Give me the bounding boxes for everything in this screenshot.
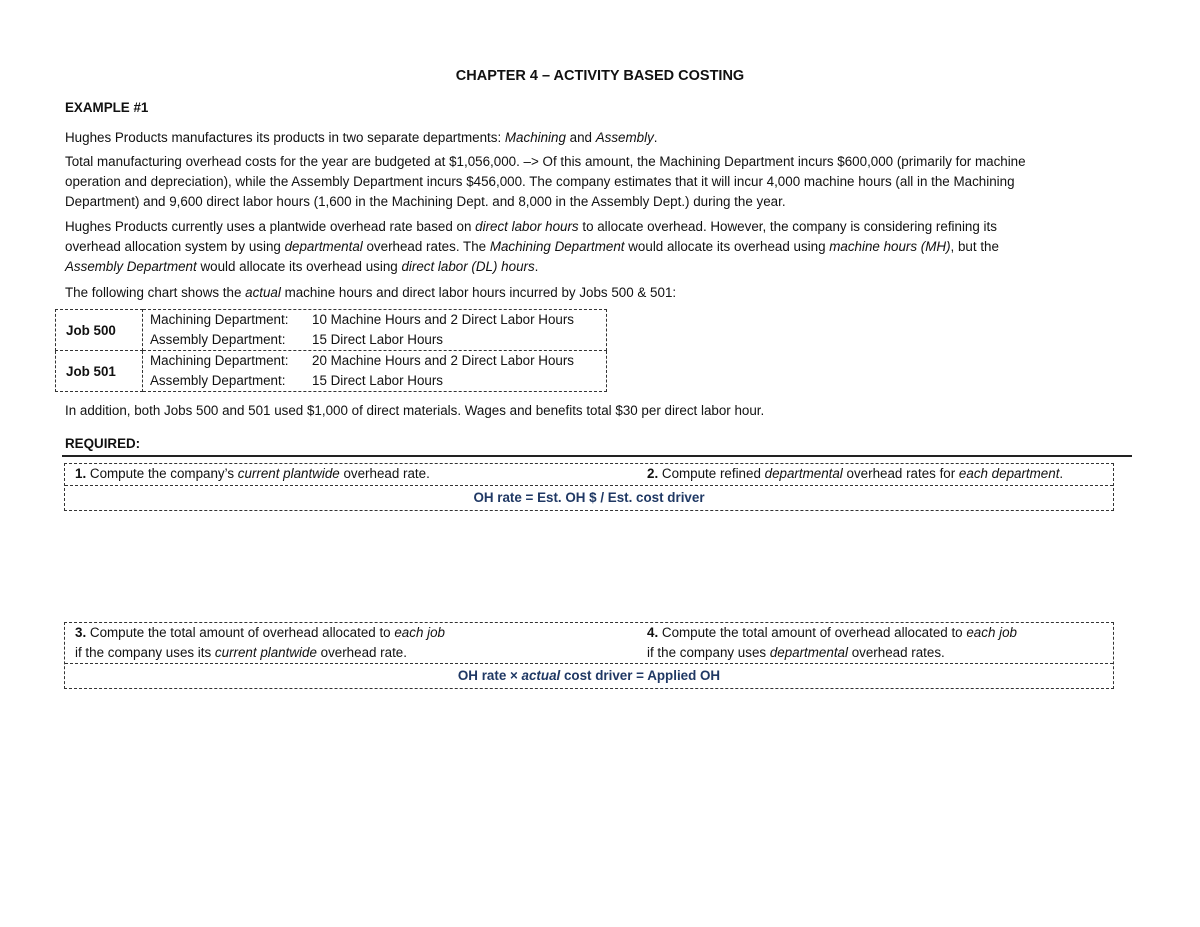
required-label: REQUIRED: bbox=[65, 436, 141, 451]
question-number: 2. bbox=[647, 466, 659, 481]
overhead-paragraph-line-2: operation and depreciation), while the Assembly Department incurs $456,000. The company estimates that it will incur 4,000 machine hours (all in the Machining bbox=[65, 174, 1015, 189]
text: if the company uses its bbox=[75, 645, 215, 660]
allocation-paragraph-line-2 bbox=[65, 237, 999, 257]
text-italic: each job bbox=[966, 625, 1017, 640]
question-4 bbox=[647, 623, 1017, 663]
text: Compute the total amount of overhead allocated to bbox=[86, 625, 395, 640]
text-italic: Machining Department bbox=[489, 239, 625, 254]
dept-name: Assembly Department: bbox=[150, 373, 286, 388]
text: OH rate × bbox=[457, 668, 522, 683]
text: . bbox=[653, 130, 658, 145]
question-number: 3. bbox=[75, 625, 87, 640]
question-number: 1. bbox=[75, 466, 87, 481]
dept-name: Assembly Department: bbox=[150, 332, 286, 347]
dept-hours: 15 Direct Labor Hours bbox=[312, 332, 443, 347]
question-row bbox=[65, 464, 1113, 485]
formula-row bbox=[65, 485, 1113, 510]
dept-hours: 15 Direct Labor Hours bbox=[312, 373, 443, 388]
text: if the company uses bbox=[647, 645, 770, 660]
job-detail bbox=[143, 310, 607, 351]
text-italic: departmental bbox=[284, 239, 363, 254]
intro-paragraph bbox=[65, 128, 658, 148]
text: The following chart shows the bbox=[65, 285, 246, 300]
text-italic: machine hours (MH) bbox=[829, 239, 951, 254]
text: , but the bbox=[950, 239, 999, 254]
text: to allocate overhead. However, the company is considering refining its bbox=[578, 219, 997, 234]
text: . bbox=[1059, 466, 1064, 481]
questions-1-2-box bbox=[64, 463, 1114, 511]
text: . bbox=[534, 259, 539, 274]
text: Compute the company’s bbox=[86, 466, 238, 481]
text: machine hours and direct labor hours incurred by Jobs 500 & 501: bbox=[280, 285, 677, 300]
job-label: Job 501 bbox=[56, 351, 143, 392]
required-divider bbox=[62, 455, 1132, 457]
question-1 bbox=[75, 464, 430, 484]
job-label: Job 500 bbox=[56, 310, 143, 351]
text: overhead rates. bbox=[847, 645, 945, 660]
text-italic: direct labor hours bbox=[475, 219, 579, 234]
text: would allocate its overhead using bbox=[196, 259, 402, 274]
table-row bbox=[56, 310, 607, 351]
text-italic: actual bbox=[245, 285, 281, 300]
text: overhead rates. The bbox=[362, 239, 490, 254]
text-italic: direct labor (DL) hours bbox=[401, 259, 535, 274]
questions-3-4-box bbox=[64, 622, 1114, 689]
text: overhead allocation system by using bbox=[65, 239, 285, 254]
question-3 bbox=[75, 623, 445, 663]
text: would allocate its overhead using bbox=[624, 239, 830, 254]
oh-rate-formula: OH rate = Est. OH $ / Est. cost driver bbox=[473, 490, 705, 505]
text-assembly: Assembly bbox=[595, 130, 654, 145]
example-label: EXAMPLE #1 bbox=[65, 100, 149, 115]
table-row bbox=[56, 351, 607, 392]
chart-intro bbox=[65, 283, 676, 303]
overhead-paragraph-line-3: Department) and 9,600 direct labor hours (1,600 in the Machining Dept. and 8,000 in the Assembly Dept.) during the year. bbox=[65, 194, 786, 209]
materials-paragraph: In addition, both Jobs 500 and 501 used $1,000 of direct materials. Wages and benefits total $30 per direct labor hour. bbox=[65, 403, 765, 418]
chapter-title: CHAPTER 4 – ACTIVITY BASED COSTING bbox=[455, 68, 745, 84]
text-italic: departmental bbox=[764, 466, 843, 481]
text-italic: actual bbox=[521, 668, 561, 683]
dept-hours: 10 Machine Hours and 2 Direct Labor Hours bbox=[312, 312, 574, 327]
dept-name: Machining Department: bbox=[150, 312, 289, 327]
overhead-paragraph-line-1: Total manufacturing overhead costs for the year are budgeted at $1,056,000. –> Of this amount, the Machining Department incurs $600,000 (primarily for machine bbox=[65, 154, 1026, 169]
text: Hughes Products currently uses a plantwide overhead rate based on bbox=[65, 219, 476, 234]
text-italic: Assembly Department bbox=[65, 259, 197, 274]
text-italic: each job bbox=[394, 625, 445, 640]
text-italic: departmental bbox=[769, 645, 848, 660]
question-number: 4. bbox=[647, 625, 659, 640]
dept-hours: 20 Machine Hours and 2 Direct Labor Hours bbox=[312, 353, 574, 368]
text: Compute refined bbox=[658, 466, 765, 481]
text: and bbox=[565, 130, 596, 145]
text-italic: current plantwide bbox=[214, 645, 317, 660]
text: overhead rate. bbox=[339, 466, 430, 481]
allocation-paragraph-line-3 bbox=[65, 257, 538, 277]
text: Hughes Products manufactures its products in two separate departments: bbox=[65, 130, 505, 145]
text: overhead rate. bbox=[316, 645, 407, 660]
formula-row bbox=[65, 663, 1113, 688]
applied-oh-formula bbox=[65, 666, 1113, 686]
question-2 bbox=[647, 464, 1063, 484]
dept-name: Machining Department: bbox=[150, 353, 289, 368]
text-machining: Machining bbox=[504, 130, 566, 145]
text: Compute the total amount of overhead allocated to bbox=[658, 625, 967, 640]
text: overhead rates for bbox=[842, 466, 959, 481]
allocation-paragraph-line-1 bbox=[65, 217, 997, 237]
jobs-hours-table bbox=[55, 309, 607, 392]
job-detail bbox=[143, 351, 607, 392]
text-italic: each department bbox=[958, 466, 1060, 481]
text-italic: current plantwide bbox=[237, 466, 340, 481]
question-row bbox=[65, 623, 1113, 663]
text: cost driver = Applied OH bbox=[560, 668, 721, 683]
